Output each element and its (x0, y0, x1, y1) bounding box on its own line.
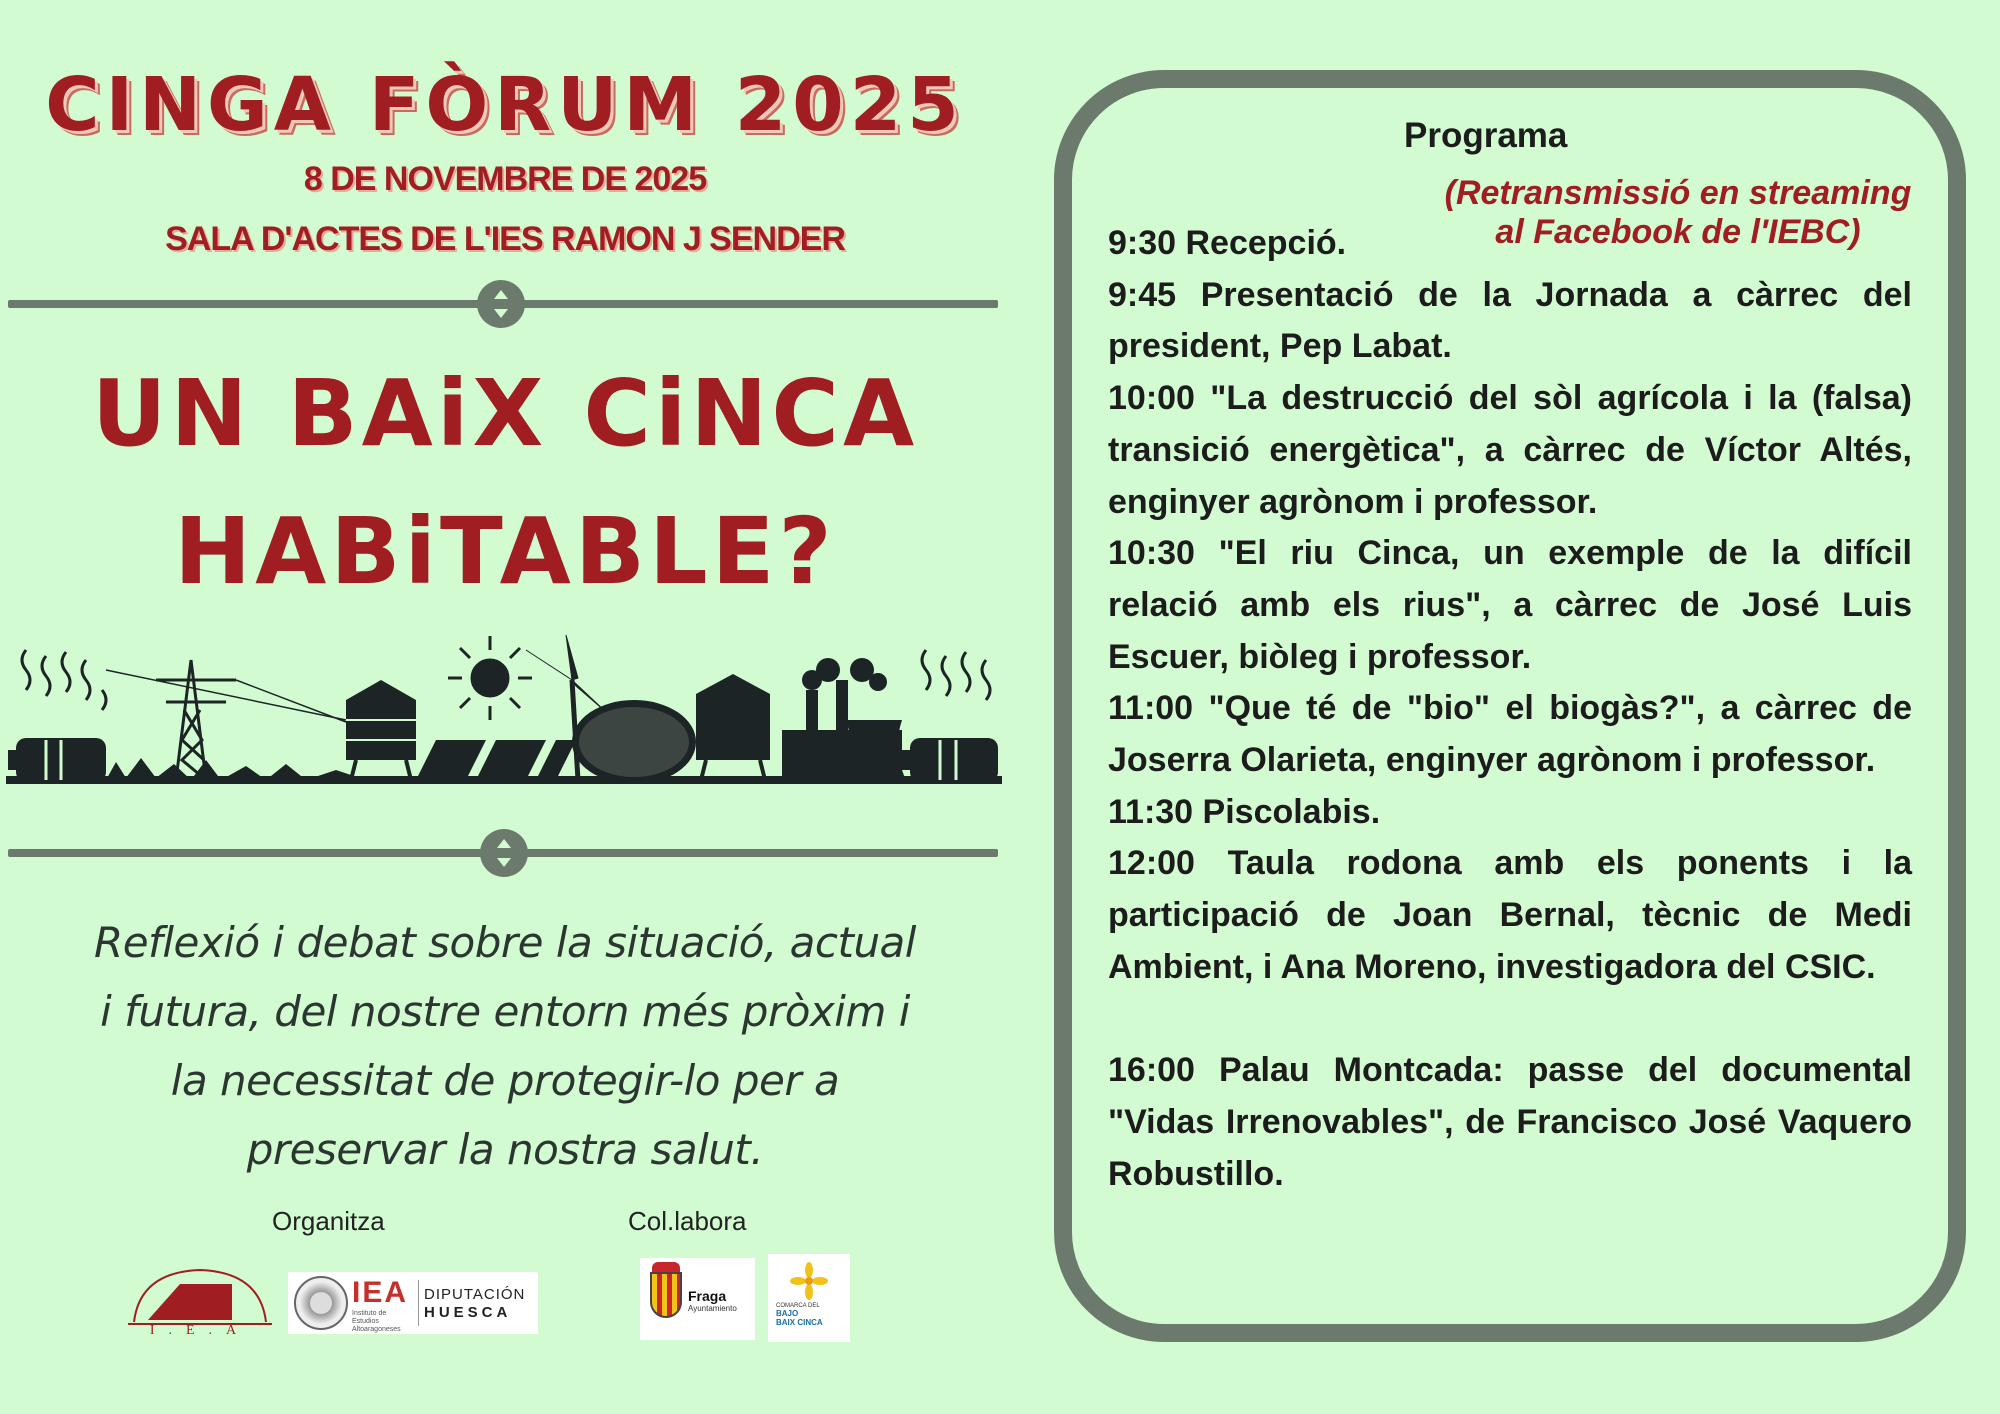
streaming-line-1: (Retransmissió en streaming (1444, 174, 1912, 212)
flower-icon (790, 1262, 828, 1300)
iea-baix-cinca-logo (120, 1262, 280, 1334)
shield-icon (650, 1272, 682, 1318)
event-date: 8 DE NOVEMBRE DE 2025 (303, 160, 707, 198)
schedule-gap (1108, 994, 1912, 1046)
program-item: 10:30 "El riu Cinca, un exemple de la difícil relació amb els rius", a càrrec de José Luis Escuer, biòleg i professor. (1108, 534, 1912, 676)
iea-diputacion-logo (288, 1272, 538, 1334)
streaming-line-2: al Facebook de l'IEBC) (1495, 213, 1861, 251)
comarca-text: COMARCA DEL BAJO BAIX CINCA (776, 1303, 823, 1327)
bin-icon (902, 738, 998, 782)
program-schedule (1108, 218, 1912, 1200)
divider-knob-icon (480, 829, 528, 877)
cooling-tower-icon (842, 720, 906, 780)
solar-panel-icon (416, 740, 576, 780)
program-item: 9:45 Presentació de la Jornada a càrrec del president, Pep Labat. (1108, 275, 1912, 366)
event-title: CINGA FÒRUM 2025 (45, 62, 965, 148)
program-item: 11:30 Piscolabis. (1108, 792, 1381, 831)
seal-icon (294, 1276, 348, 1330)
diputacion-text (424, 1286, 525, 1322)
industrial-landscape-illustration (6, 630, 1002, 790)
colabora-label: Col.labora (628, 1206, 747, 1236)
reflection-text: Reflexió i debat sobre la situació, actual i futura, del nostre entorn més pròxim i la necessitat de protegir-lo per a preservar la nostra salut. (94, 918, 916, 1174)
program-item: 9:30 Recepció. (1108, 224, 1347, 262)
headline-line-1: UN BAiX CiNCA (91, 360, 919, 467)
divider-knob-icon (477, 280, 525, 328)
diputacion-line-2: HUESCA (424, 1304, 512, 1321)
program-afternoon-item: 16:00 Palau Montcada: passe del documental "Vidas Irrenovables", de Francisco José Vaquero Robustillo. (1108, 1051, 1912, 1193)
iea-full-name: Instituto de Estudios Altoaragoneses (352, 1310, 401, 1333)
fraga-ayuntamiento-logo (640, 1258, 755, 1340)
tree-icon (572, 700, 696, 784)
silo-icon (346, 680, 416, 780)
fraga-name: Fraga (688, 1288, 727, 1304)
program-item: 11:00 "Que té de "bio" el biogàs?", a càrrec de Joserra Olarieta, enginyer agrònom i professor. (1108, 689, 1912, 780)
silo-icon (696, 674, 770, 780)
comarca-baix-cinca-logo (768, 1254, 850, 1342)
iea-acronym: IEA (352, 1276, 409, 1309)
smoke-icon (922, 650, 990, 700)
sun-icon (448, 636, 532, 720)
program-title: Programa (1404, 116, 1568, 155)
bin-icon (8, 738, 106, 782)
headline-line-2: HABiTABLE? (174, 498, 836, 605)
program-item: 10:00 "La destrucció del sòl agrícola i la (falsa) transició energètica", a càrrec de Víctor Altés, enginyer agrònom i professor. (1108, 379, 1912, 521)
fraga-sub: Ayuntamiento (688, 1304, 737, 1313)
logo-separator (418, 1280, 419, 1326)
event-venue: SALA D'ACTES DE L'IES RAMON J SENDER (165, 220, 845, 258)
svg-text:I.E.A: I.E.A (149, 1323, 251, 1334)
diputacion-line-1: DIPUTACIÓN (424, 1286, 526, 1303)
organitza-label: Organitza (272, 1206, 385, 1236)
program-item: 12:00 Taula rodona amb els ponents i la participació de Joan Bernal, tècnic de Medi Ambient, i Ana Moreno, investigadora del CSIC. (1108, 844, 1912, 986)
smoke-icon (22, 650, 106, 710)
